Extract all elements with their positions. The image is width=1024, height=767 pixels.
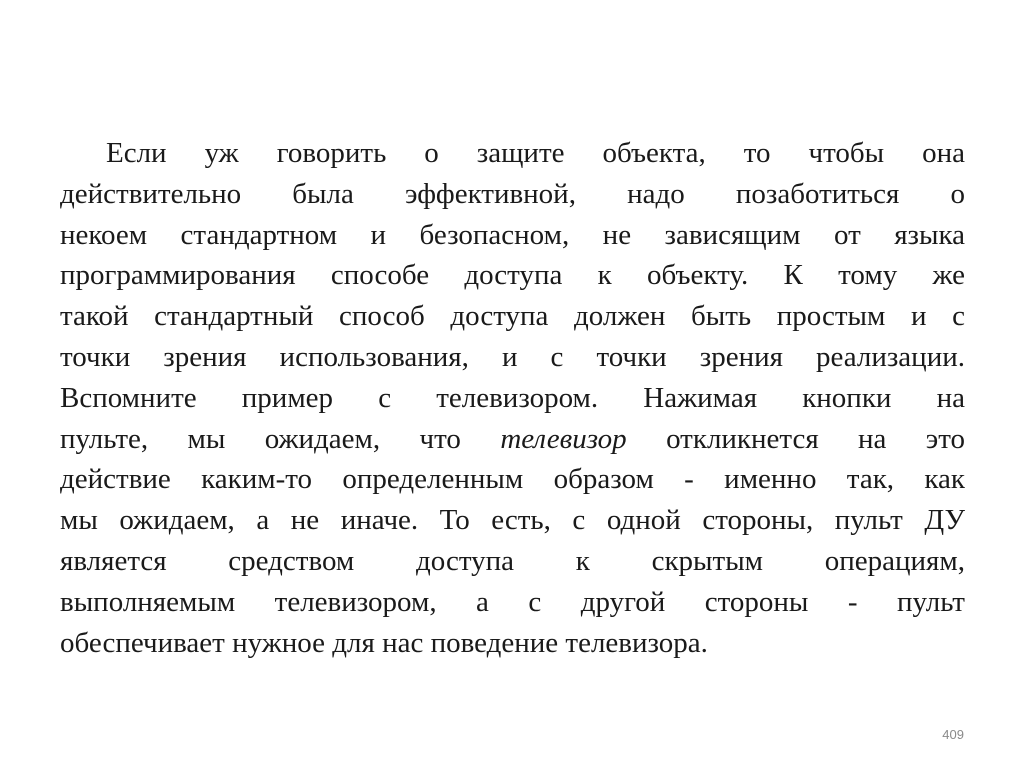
italic-word: телевизор <box>500 422 627 455</box>
text-line-6: точки зрения использования, и с точки зрения реализации. <box>60 340 965 373</box>
page-number: 409 <box>942 727 964 742</box>
text-line-7: Вспомните пример с телевизором. Нажимая кнопки на <box>60 381 965 414</box>
text-line-2: действительно была эффективной, надо позаботиться о <box>60 177 965 210</box>
text-line-5: такой стандартный способ доступа должен быть простым и с <box>60 300 965 333</box>
text-line-11: является средством доступа к скрытым операциям, <box>60 544 965 577</box>
text-line-4: программирования способе доступа к объекту. К тому же <box>60 259 965 292</box>
text-line-8-start: пульте, мы ожидаем, что <box>60 422 461 455</box>
body-paragraph <box>60 133 965 663</box>
text-line-8-end: откликнется на это <box>666 422 966 455</box>
text-line-8 <box>60 419 965 460</box>
text-line-3: некоем стандартном и безопасном, не зависящим от языка <box>60 218 965 251</box>
text-line-10: мы ожидаем, а не иначе. То есть, с одной стороны, пульт ДУ <box>60 504 965 537</box>
text-line-12: выполняемым телевизором, а с другой стороны - пульт <box>60 585 965 618</box>
text-line-13: обеспечивает нужное для нас поведение телевизора. <box>60 626 708 659</box>
text-line-9: действие каким-то определенным образом - именно так, как <box>60 463 965 496</box>
text-line-1: Если уж говорить о защите объекта, то чтобы она <box>106 137 965 169</box>
